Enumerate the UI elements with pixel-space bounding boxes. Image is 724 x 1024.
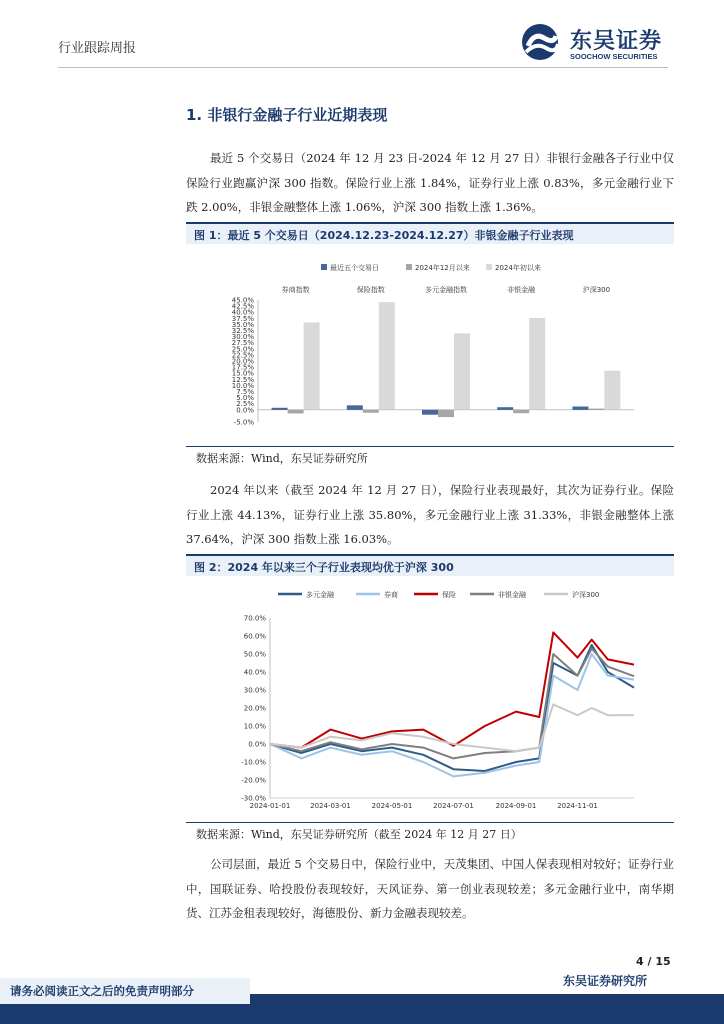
y-tick-label: 42.5% [231,302,254,311]
bar [422,410,438,415]
bar [454,333,470,409]
y-tick-label: 50.0% [243,650,266,659]
bar [438,410,454,417]
figure1-bottom-rule [186,446,674,447]
bar [272,408,288,410]
x-tick-label: 2024-01-01 [249,802,291,810]
y-tick-label: 15.0% [231,369,254,378]
y-tick-label: 20.0% [243,704,266,713]
y-tick-label: 0.0% [248,740,266,749]
logo-english-name: SOOCHOW SECURITIES [570,52,658,61]
bar [588,409,604,410]
header-divider [58,67,668,68]
bar [572,406,588,409]
series-line [270,649,634,759]
y-tick-label: 2.5% [236,400,254,409]
y-tick-label: 45.0% [231,296,254,305]
x-tick-label: 2024-07-01 [433,802,474,810]
paragraph-weekly-performance: 最近 5 个交易日（2024 年 12 月 23 日-2024 年 12 月 27 日）非银行金融各子行业中仅保险行业跑赢沪深 300 指数。保险行业上涨 1.84%，证券行业上涨 0.83%，多元金融行业下跌 2.00%，非银金融整体上涨 1.06%，沪深 300 指数上涨 1.36%。 [186,151,674,214]
figure1-bar-chart [186,248,674,444]
y-tick-label: 5.0% [236,394,254,403]
figure2-line-chart [186,580,674,820]
category-label: 券商指数 [281,286,310,294]
y-tick-label: 35.0% [231,320,254,329]
y-tick-label: 12.5% [231,375,254,384]
y-tick-label: 60.0% [243,632,266,641]
legend-label: 非银金融 [498,591,526,599]
bar [288,410,304,414]
bar [529,318,545,410]
y-tick-label: 32.5% [231,327,254,335]
y-tick-label: 40.0% [231,308,254,317]
figure1-source: 数据来源：Wind，东吴证券研究所 [196,452,368,465]
y-tick-label: 10.0% [243,722,266,731]
y-tick-label: 10.0% [231,381,254,390]
y-tick-label: -30.0% [241,794,266,803]
figure2-title: 图 2：2024 年以来三个子行业表现均优于沪深 300 [194,561,454,574]
disclaimer-text: 请务必阅读正文之后的免责声明部分 [10,984,194,998]
bar [347,405,363,409]
y-tick-label: 25.0% [231,345,254,354]
x-tick-label: 2024-11-01 [557,802,598,810]
y-tick-label: -20.0% [241,776,266,785]
figure1-title-bar [186,222,674,244]
soochow-logo [520,22,680,66]
bar [304,322,320,409]
legend-label: 多元金融 [306,591,334,599]
legend-swatch [406,264,412,270]
page-number: 4 / 15 [636,955,671,968]
legend-label: 2024年初以来 [495,264,541,272]
y-tick-label: 70.0% [243,614,266,623]
y-tick-label: 40.0% [243,668,266,677]
y-tick-label: -10.0% [241,758,266,767]
series-line [270,632,634,747]
legend-label: 沪深300 [572,591,600,599]
y-tick-label: 22.5% [231,351,254,360]
footer-org-name: 东吴证券研究所 [563,974,648,988]
y-tick-label: 27.5% [231,339,254,348]
y-tick-label: 7.5% [236,388,254,396]
figure1-title: 图 1：最近 5 个交易日（2024.12.23-2024.12.27）非银金融子行业表现 [194,229,574,242]
figure2-bottom-rule [186,822,674,823]
legend-label: 保险 [442,591,456,599]
category-label: 多元金融指数 [425,286,467,294]
figure2-source: 数据来源：Wind，东吴证券研究所（截至 2024 年 12 月 27 日） [196,828,522,841]
x-tick-label: 2024-05-01 [371,802,413,810]
y-tick-label: 20.0% [231,357,254,366]
bar [379,302,395,410]
y-tick-label: 37.5% [231,314,254,323]
bar [604,371,620,410]
bar [363,410,379,413]
paragraph-company-level: 公司层面，最近 5 个交易日中，保险行业中，天茂集团、中国人保表现相对较好；证券行业中，国联证券、哈投股份表现较好，天风证券、第一创业表现较差；多元金融行业中，南华期货、江苏金租表现较好，海德股份、新力金融表现较差。 [186,857,674,920]
category-label: 非银金融 [507,286,536,294]
report-type-label: 行业跟踪周报 [58,41,137,56]
legend-label: 2024年12月以来 [415,264,470,272]
legend-label: 最近五个交易日 [330,264,379,272]
paragraph-ytd-performance: 2024 年以来（截至 2024 年 12 月 27 日），保险行业表现最好，其次为证券行业。保险行业上涨 44.13%，证券行业上涨 35.80%，多元金融行业上涨 31.33%，非银金融整体上涨 37.64%，沪深 300 指数上涨 16.03%。 [186,483,674,546]
legend-swatch [486,264,492,270]
bar [513,410,529,413]
series-line [270,645,634,771]
x-tick-label: 2024-03-01 [310,802,351,810]
legend-swatch [321,264,327,270]
y-tick-label: 30.0% [243,686,266,695]
y-tick-label: 30.0% [231,333,254,342]
y-tick-label: -5.0% [233,418,254,427]
legend-label: 券商 [384,591,398,599]
section-heading: 1. 非银行金融子行业近期表现 [186,106,388,124]
logo-chinese-name: 东吴证券 [570,29,663,54]
y-tick-label: 17.5% [231,363,254,372]
y-tick-label: 0.0% [236,406,254,415]
logo-mark-icon [520,22,564,62]
category-label: 保险指数 [356,286,385,294]
figure2-title-bar [186,554,674,576]
disclaimer-bar [0,978,250,1004]
category-label: 沪深300 [582,286,611,294]
x-tick-label: 2024-09-01 [495,802,537,810]
bar [497,407,513,410]
